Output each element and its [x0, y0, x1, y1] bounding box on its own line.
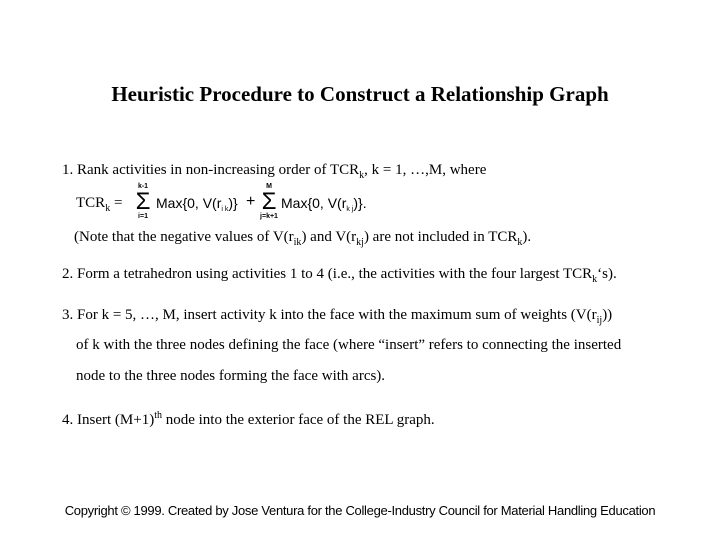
- max-term-1-text: Max{0, V(r: [156, 195, 222, 211]
- summation-2: [260, 183, 278, 221]
- summation-1: [134, 183, 152, 221]
- step-3-text: 3. For k = 5, …, M, insert activity k into the face with the maximum sum of weights (V(r: [62, 307, 597, 323]
- step-2: [62, 265, 617, 289]
- max-term-2-end: )}.: [353, 195, 367, 211]
- note-part: ) and V(r: [301, 229, 357, 245]
- step-4: [62, 407, 435, 429]
- step-3-suffix: )): [602, 307, 613, 323]
- max-term-1-subscript: i k: [221, 206, 229, 213]
- summation-2-lower: j=k+1: [260, 213, 278, 220]
- summation-1-upper: k-1: [137, 183, 149, 190]
- formula-lhs-text: TCR: [76, 195, 106, 211]
- step-4-suffix: node into the exterior face of the REL graph.: [161, 412, 435, 428]
- step-2-text: 2. Form a tetrahedron using activities 1 to 4 (i.e., the activities with the four largest TCR: [62, 266, 593, 282]
- step-1-subscript: k: [359, 170, 365, 181]
- sigma-icon: Σ: [261, 188, 277, 215]
- max-term-2-subscript: k j: [346, 206, 354, 213]
- note-part: (Note that the negative values of V(r: [74, 229, 294, 245]
- max-term-2-text: Max{0, V(r: [281, 195, 347, 211]
- note-subscript: k: [517, 237, 523, 248]
- note-subscript: kj: [356, 237, 364, 248]
- max-term-1: [156, 195, 238, 213]
- note-text: [74, 228, 531, 252]
- max-term-1-end: )}: [228, 195, 238, 211]
- step-2-subscript: k: [592, 274, 598, 285]
- formula-lhs-subscript: k: [105, 203, 111, 214]
- step-4-superscript: th: [154, 410, 162, 421]
- step-3-line-2: of k with the three nodes defining the face (where “insert” refers to connecting the inserted: [76, 337, 622, 353]
- step-1-suffix: , k = 1, …,M, where: [364, 162, 487, 178]
- copyright-footer: Copyright © 1999. Created by Jose Ventura for the College-Industry Council for Material Handling Education: [64, 503, 656, 518]
- max-term-2: [281, 195, 367, 213]
- step-4-text: 4. Insert (M+1): [62, 412, 155, 428]
- note-part: ).: [522, 229, 532, 245]
- sigma-icon: Σ: [135, 188, 151, 215]
- step-1-text: 1. Rank activities in non-increasing order of TCR: [62, 162, 360, 178]
- formula-equals: =: [110, 195, 123, 211]
- summation-1-lower: i=1: [138, 213, 148, 220]
- note-part: ) are not included in TCR: [363, 229, 518, 245]
- slide-title: Heuristic Procedure to Construct a Relationship Graph: [111, 82, 609, 106]
- step-3-line-3: node to the three nodes forming the face with arcs).: [76, 368, 386, 384]
- step-1: [62, 161, 486, 185]
- step-3: [62, 306, 612, 330]
- summation-2-upper: M: [266, 183, 272, 190]
- formula-plus: +: [246, 193, 256, 210]
- step-3-subscript: ij: [596, 315, 603, 326]
- note-subscript: ik: [293, 237, 302, 248]
- formula-lhs: [76, 195, 122, 214]
- step-2-suffix: ‘s).: [597, 266, 617, 282]
